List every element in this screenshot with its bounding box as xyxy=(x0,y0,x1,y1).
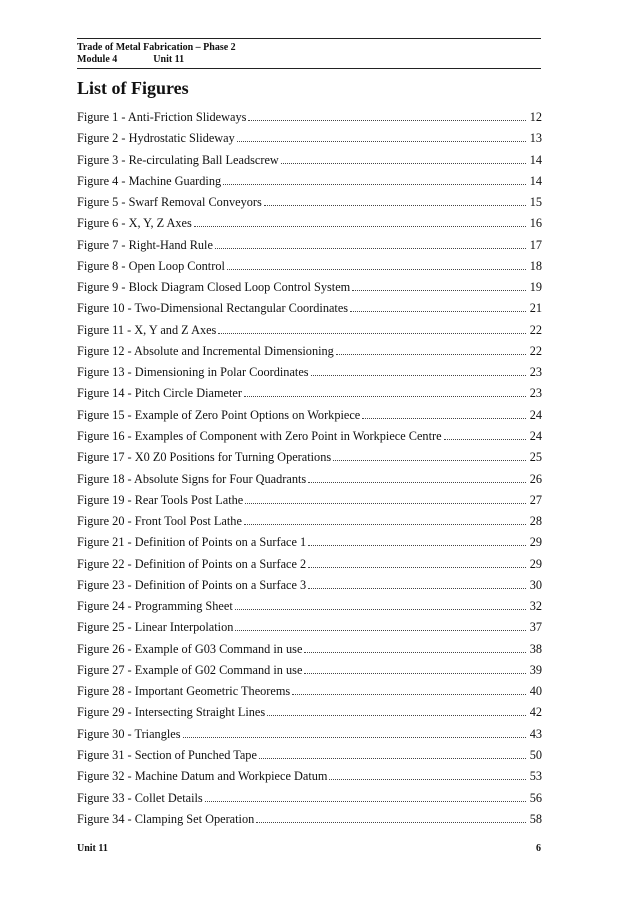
figure-entry-page: 32 xyxy=(529,599,542,614)
figure-entry-label: Figure 24 - Programming Sheet xyxy=(77,599,233,614)
dot-leader xyxy=(235,621,526,631)
dot-leader xyxy=(362,409,526,419)
figure-entry[interactable] xyxy=(77,620,542,641)
dot-leader xyxy=(336,345,526,355)
dot-leader xyxy=(292,685,526,695)
figure-entry[interactable] xyxy=(77,727,542,748)
dot-leader xyxy=(256,813,526,823)
figure-entry[interactable] xyxy=(77,238,542,259)
dot-leader xyxy=(227,260,526,270)
figure-entry[interactable] xyxy=(77,195,542,216)
dot-leader xyxy=(194,217,526,227)
dot-leader xyxy=(218,324,526,334)
dot-leader xyxy=(235,600,526,610)
figure-entry-page: 22 xyxy=(529,322,542,337)
figure-entry[interactable] xyxy=(77,472,542,493)
dot-leader xyxy=(244,387,526,397)
figure-entry-page: 26 xyxy=(529,471,542,486)
figure-entry-label: Figure 2 - Hydrostatic Slideway xyxy=(77,131,235,146)
dot-leader xyxy=(308,558,526,568)
figure-entry-page: 23 xyxy=(529,365,542,380)
figure-entry[interactable] xyxy=(77,323,542,344)
footer-unit: Unit 11 xyxy=(77,843,108,854)
figure-entry-label: Figure 6 - X, Y, Z Axes xyxy=(77,216,192,231)
figure-entry-label: Figure 32 - Machine Datum and Workpiece Datum xyxy=(77,769,328,784)
figure-entry-label: Figure 5 - Swarf Removal Conveyors xyxy=(77,195,262,210)
figure-entry[interactable] xyxy=(77,514,542,535)
dot-leader xyxy=(215,239,526,249)
figure-entry[interactable] xyxy=(77,812,542,833)
figure-entry-page: 24 xyxy=(529,428,542,443)
figure-entry[interactable] xyxy=(77,493,542,514)
figure-entry-page: 29 xyxy=(529,556,542,571)
figure-entry-label: Figure 30 - Triangles xyxy=(77,726,181,741)
dot-leader xyxy=(237,132,526,142)
figure-entry[interactable] xyxy=(77,663,542,684)
figure-entry-page: 19 xyxy=(529,280,542,295)
figure-entry-label: Figure 7 - Right-Hand Rule xyxy=(77,237,213,252)
figure-entry-page: 53 xyxy=(529,769,542,784)
figure-entry-page: 28 xyxy=(529,514,542,529)
figure-entry[interactable] xyxy=(77,174,542,195)
figure-entry-label: Figure 34 - Clamping Set Operation xyxy=(77,811,255,826)
figure-entry-label: Figure 29 - Intersecting Straight Lines xyxy=(77,705,266,720)
dot-leader xyxy=(311,366,526,376)
figure-entry[interactable] xyxy=(77,684,542,705)
figure-entry-page: 12 xyxy=(529,110,542,124)
figure-entry-page: 37 xyxy=(529,620,542,635)
dot-leader xyxy=(352,281,526,291)
dot-leader xyxy=(244,515,526,525)
figure-entry-page: 16 xyxy=(529,216,542,231)
figure-entry-page: 15 xyxy=(529,195,542,210)
dot-leader xyxy=(333,451,526,461)
figure-entry-label: Figure 8 - Open Loop Control xyxy=(77,258,225,273)
figure-entry-page: 39 xyxy=(529,662,542,677)
figure-entry-label: Figure 4 - Machine Guarding xyxy=(77,173,222,188)
dot-leader xyxy=(245,494,526,504)
figure-entry[interactable] xyxy=(77,365,542,386)
figure-entry-label: Figure 14 - Pitch Circle Diameter xyxy=(77,386,242,401)
figure-entry[interactable] xyxy=(77,748,542,769)
figure-entry[interactable] xyxy=(77,769,542,790)
page-title: List of Figures xyxy=(77,78,189,98)
dot-leader xyxy=(281,154,526,164)
figure-entry[interactable] xyxy=(77,386,542,407)
figure-entry[interactable] xyxy=(77,642,542,663)
figure-entry-page: 21 xyxy=(529,301,542,316)
figure-entry[interactable] xyxy=(77,153,542,174)
figure-entry-page: 40 xyxy=(529,684,542,699)
header-unit: Unit 11 xyxy=(153,54,185,65)
figure-entry-page: 23 xyxy=(529,386,542,401)
figure-entry-page: 29 xyxy=(529,535,542,550)
figure-entry[interactable] xyxy=(77,110,542,131)
figure-entry-label: Figure 22 - Definition of Points on a Surface 2 xyxy=(77,556,307,571)
figure-entry-label: Figure 25 - Linear Interpolation xyxy=(77,620,234,635)
figure-entry-page: 25 xyxy=(529,450,542,465)
header-course-title: Trade of Metal Fabrication – Phase 2 xyxy=(77,42,236,53)
figure-entry-label: Figure 27 - Example of G02 Command in use xyxy=(77,662,303,677)
figure-entry-label: Figure 17 - X0 Z0 Positions for Turning Operations xyxy=(77,450,332,465)
dot-leader xyxy=(205,792,526,802)
dot-leader xyxy=(304,664,526,674)
dot-leader xyxy=(223,175,526,185)
figure-entry-label: Figure 12 - Absolute and Incremental Dimensioning xyxy=(77,343,334,358)
dot-leader xyxy=(350,302,526,312)
figure-entry-label: Figure 18 - Absolute Signs for Four Quadrants xyxy=(77,471,307,486)
figure-entry[interactable] xyxy=(77,344,542,365)
dot-leader xyxy=(248,111,526,121)
figure-entry-label: Figure 3 - Re-circulating Ball Leadscrew xyxy=(77,152,279,167)
figure-entry[interactable] xyxy=(77,301,542,322)
dot-leader xyxy=(444,430,526,440)
figure-entry-page: 17 xyxy=(529,237,542,252)
figure-entry[interactable] xyxy=(77,259,542,280)
page-footer xyxy=(77,843,541,854)
figure-entry-page: 18 xyxy=(529,258,542,273)
figure-entry-label: Figure 20 - Front Tool Post Lathe xyxy=(77,514,242,529)
figure-entry-page: 13 xyxy=(529,131,542,146)
figure-entry-label: Figure 16 - Examples of Component with Zero Point in Workpiece Centre xyxy=(77,428,442,443)
figure-entry-label: Figure 23 - Definition of Points on a Surface 3 xyxy=(77,577,307,592)
dot-leader xyxy=(183,728,526,738)
figure-entry[interactable] xyxy=(77,216,542,237)
figure-entry-label: Figure 26 - Example of G03 Command in use xyxy=(77,641,303,656)
header-module-row xyxy=(77,54,541,66)
figure-entry-label: Figure 13 - Dimensioning in Polar Coordinates xyxy=(77,365,309,380)
figure-entry-page: 14 xyxy=(529,173,542,188)
figure-entry[interactable] xyxy=(77,131,542,152)
dot-leader xyxy=(259,749,526,759)
page-header xyxy=(77,38,541,69)
figure-entry-page: 24 xyxy=(529,407,542,422)
figure-entry[interactable] xyxy=(77,599,542,620)
figure-entry-label: Figure 31 - Section of Punched Tape xyxy=(77,747,257,762)
figure-entry-page: 38 xyxy=(529,641,542,656)
figure-entry[interactable] xyxy=(77,408,542,429)
figure-entry-page: 58 xyxy=(529,811,542,826)
figure-entry-label: Figure 10 - Two-Dimensional Rectangular Coordinates xyxy=(77,301,349,316)
figure-entry-label: Figure 11 - X, Y and Z Axes xyxy=(77,322,217,337)
figure-entry-label: Figure 19 - Rear Tools Post Lathe xyxy=(77,492,244,507)
figure-entry-label: Figure 21 - Definition of Points on a Surface 1 xyxy=(77,535,307,550)
figure-entry[interactable] xyxy=(77,705,542,726)
figure-entry[interactable] xyxy=(77,429,542,450)
dot-leader xyxy=(267,706,526,716)
dot-leader xyxy=(308,473,526,483)
figure-entry[interactable] xyxy=(77,280,542,301)
figure-entry[interactable] xyxy=(77,557,542,578)
figure-entry-page: 14 xyxy=(529,152,542,167)
dot-leader xyxy=(308,536,526,546)
figure-entry-label: Figure 28 - Important Geometric Theorems xyxy=(77,684,291,699)
figure-entry-page: 30 xyxy=(529,577,542,592)
figure-entry[interactable] xyxy=(77,578,542,599)
figure-entry[interactable] xyxy=(77,450,542,471)
figure-entry-page: 43 xyxy=(529,726,542,741)
figure-entry-page: 50 xyxy=(529,747,542,762)
figure-entry[interactable] xyxy=(77,791,542,812)
figure-entry-label: Figure 15 - Example of Zero Point Options on Workpiece xyxy=(77,407,361,422)
figure-entry-page: 27 xyxy=(529,492,542,507)
figure-entry-label: Figure 9 - Block Diagram Closed Loop Control System xyxy=(77,280,351,295)
figures-list xyxy=(77,110,542,833)
figure-entry-label: Figure 33 - Collet Details xyxy=(77,790,203,805)
figure-entry-page: 56 xyxy=(529,790,542,805)
figure-entry-page: 42 xyxy=(529,705,542,720)
dot-leader xyxy=(329,770,526,780)
dot-leader xyxy=(264,196,526,206)
dot-leader xyxy=(308,579,526,589)
figure-entry[interactable] xyxy=(77,535,542,556)
figure-entry-page: 22 xyxy=(529,343,542,358)
figure-entry-label: Figure 1 - Anti-Friction Slideways xyxy=(77,110,247,124)
dot-leader xyxy=(304,643,526,653)
footer-page-number: 6 xyxy=(536,843,541,854)
header-module: Module 4 xyxy=(77,54,118,65)
